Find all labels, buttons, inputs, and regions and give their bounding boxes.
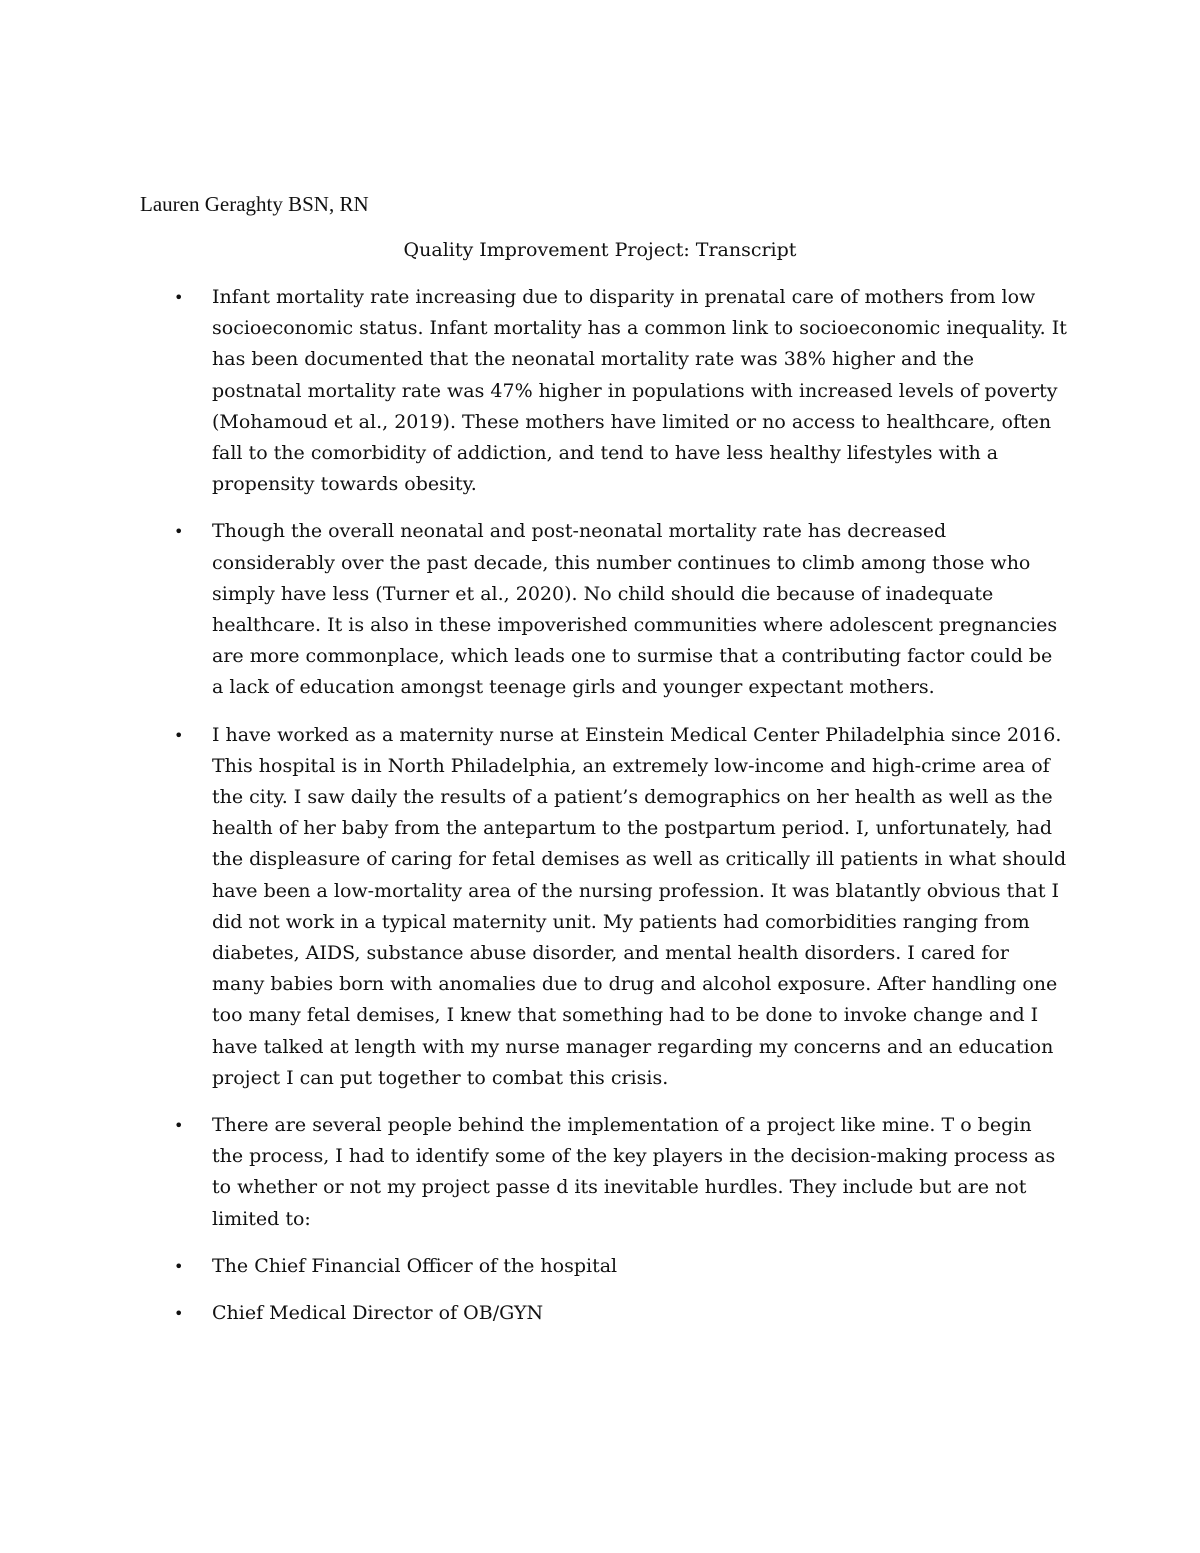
- bullet-icon: •: [174, 288, 184, 307]
- document-title: Quality Improvement Project: Transcript: [403, 239, 797, 261]
- bullet-icon: •: [174, 522, 184, 542]
- bullet-icon: •: [174, 1304, 184, 1324]
- bullet-icon: •: [174, 725, 184, 745]
- bullet-icon: •: [174, 1116, 184, 1136]
- author-line: Lauren Geraghty BSN, RN: [140, 192, 369, 216]
- list-item: [0, 1251, 1067, 1282]
- list-item-text: The Chief Financial Officer of the hospital: [212, 1254, 618, 1277]
- list-item: [0, 516, 1067, 703]
- list-item: [0, 282, 1067, 500]
- list-item-text: I have worked as a maternity nurse at Einstein Medical Center Philadelphia since 2016. This hospital is in North Philadelphia, an extremely low-income and high-crime area of the city. I saw daily the results of a patient’s demographics on her health as well as the health of her baby from the antepartum to the postpartum period. I, unfortunately, had the displeasure of caring for fetal demises as well as critically ill patients in what should have been a low-mortality area of the nursing profession. It was blatantly obvious that I did not work in a typical maternity unit. My patients had comorbidities ranging from diabetes, AIDS, substance abuse disorder, and mental health disorders. I cared for many babies born with anomalies due to drug and alcohol exposure. After handling one too many fetal demises, I knew that something had to be done to invoke change and I have talked at length with my nurse manager regarding my concerns and an education project I can put together to combat this crisis.: [212, 723, 1067, 1089]
- list-item-text: Chief Medical Director of OB/GYN: [212, 1302, 544, 1325]
- list-item: [0, 1110, 1067, 1235]
- list-item: [0, 1298, 1067, 1329]
- bullet-icon: •: [174, 1256, 184, 1276]
- list-item-text: Infant mortality rate increasing due to disparity in prenatal care of mothers from low socioeconomic status. Infant mortality has a common link to socioeconomic inequality. It has been documented that the neonatal mortality rate was 38% higher and the postnatal mortality rate was 47% higher in populations with increased levels of poverty (Mohamoud et al., 2019). These mothers have limited or no access to healthcare, often fall to the comorbidity of addiction, and tend to have less healthy lifestyles with a propensity towards obesity.: [212, 286, 1067, 496]
- bullet-list: [0, 282, 1200, 1345]
- list-item-text: There are several people behind the implementation of a project like mine. T o begin the process, I had to identify some of the key players in the decision-making process as to whether or not my project passe d its inevitable hurdles. They include but are not limited to:: [212, 1114, 1056, 1230]
- list-item: [0, 720, 1067, 1094]
- list-item-text: Though the overall neonatal and post-neonatal mortality rate has decreased considerably over the past decade, this number continues to climb among those who simply have less (Turner et al., 2020). No child should die because of inadequate healthcare. It is also in these impoverished communities where adolescent pregnancies are more commonplace, which leads one to surmise that a contributing factor could be a lack of education amongst teenage girls and younger expectant mothers.: [212, 520, 1058, 699]
